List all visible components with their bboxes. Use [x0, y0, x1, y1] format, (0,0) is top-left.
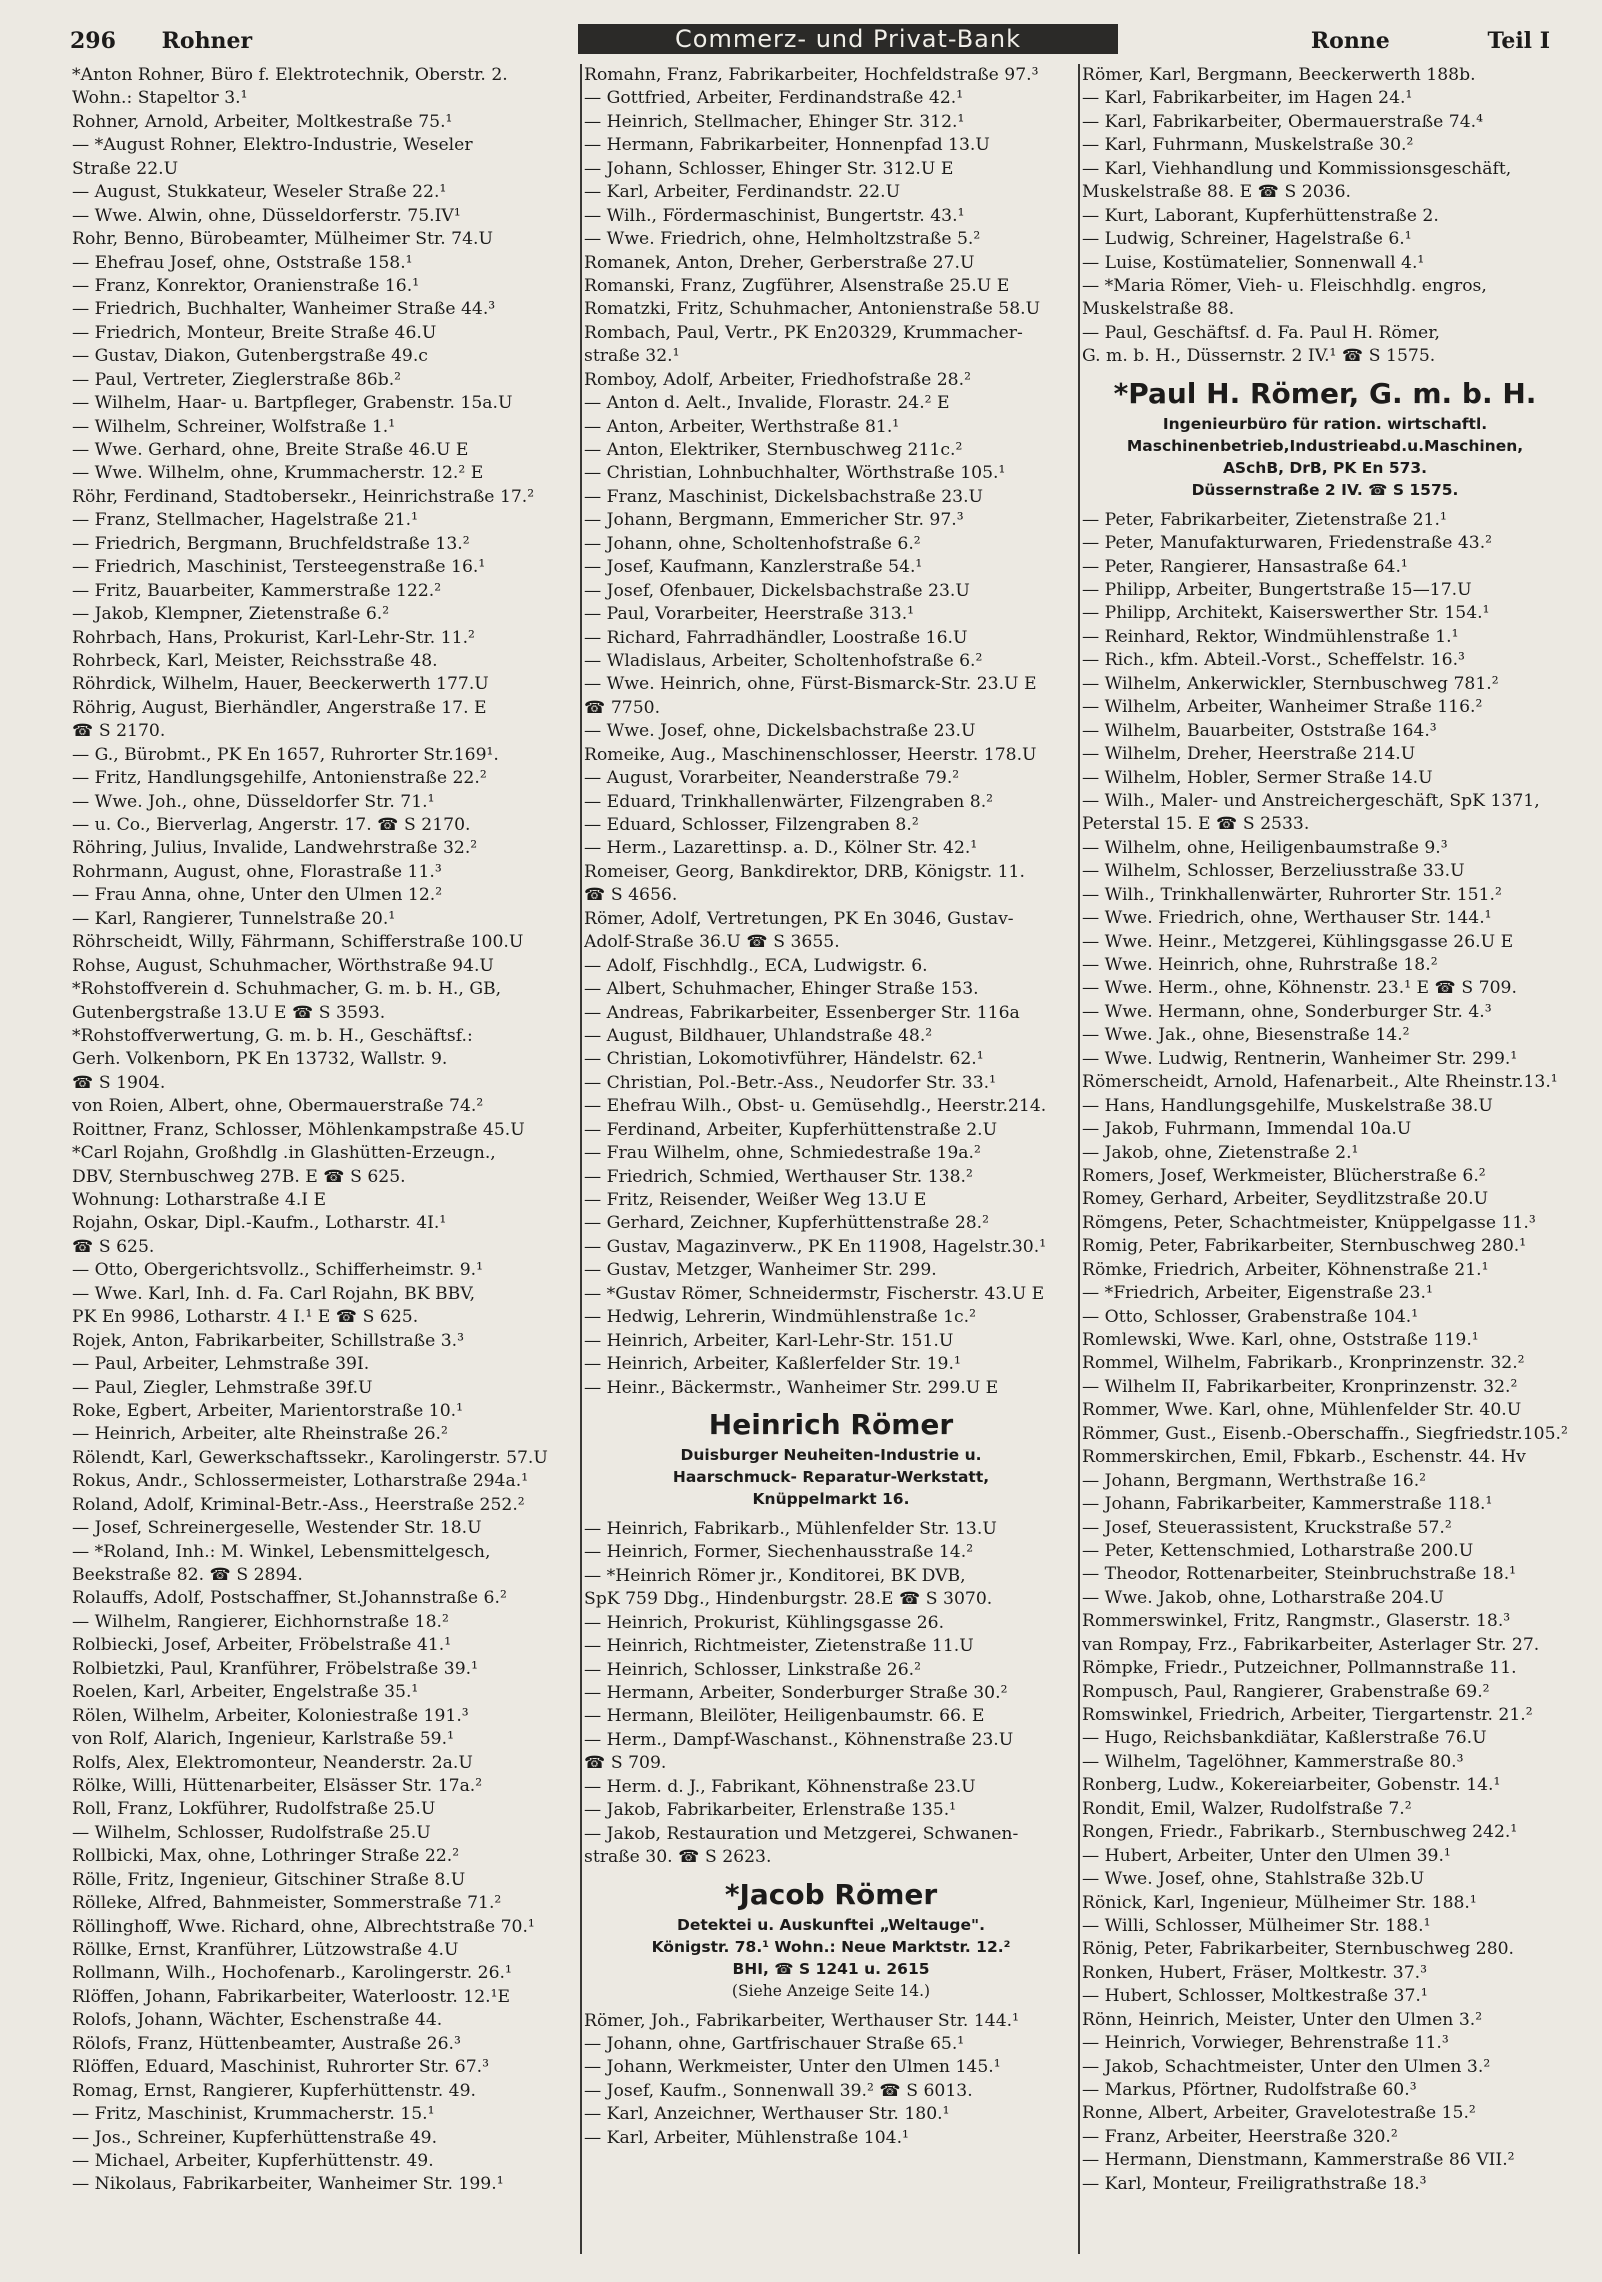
directory-entry: — Anton d. Aelt., Invalide, Florastr. 24.² E [584, 393, 950, 414]
ad-line: Düssernstraße 2 IV. ☎ S 1575. [1191, 480, 1459, 499]
directory-entry: — Wwe. Heinrich, ohne, Ruhrstraße 18.² [1082, 955, 1438, 975]
column-divider [580, 64, 582, 2254]
directory-entry: PK En 9986, Lotharstr. 4 I.¹ E ☎ S 625. [72, 1307, 419, 1328]
directory-entry: — Peter, Rangierer, Hansastraße 64.¹ [1082, 556, 1408, 577]
directory-entry: — Peter, Fabrikarbeiter, Zietenstraße 21.¹ [1082, 509, 1447, 530]
directory-entry: — Karl, Arbeiter, Mühlenstraße 104.¹ [584, 2127, 909, 2148]
directory-entry: — Wilhelm, Ankerwickler, Sternbuschweg 781.² [1082, 673, 1499, 694]
directory-entry: — Christian, Lokomotivführer, Händelstr. 62.¹ [584, 1049, 984, 1070]
directory-entry: Rohner, Arnold, Arbeiter, Moltkestraße 75.¹ [72, 111, 453, 132]
header-left [70, 28, 252, 54]
directory-entry: — Wwe. Gerhard, ohne, Breite Straße 46.U E [72, 440, 469, 460]
directory-entry: Rönick, Karl, Ingenieur, Mülheimer Str. 188.¹ [1082, 1892, 1477, 1913]
directory-entry: — Johann, Schlosser, Ehinger Str. 312.U E [584, 158, 954, 179]
directory-entry: — Paul, Ziegler, Lehmstraße 39f.U [72, 1377, 373, 1398]
directory-entry: *Carl Rojahn, Großhdlg .in Glashütten-Erzeugn., [72, 1143, 496, 1164]
directory-entry: — Otto, Schlosser, Grabenstraße 104.¹ [1082, 1306, 1419, 1327]
ad-line: Königstr. 78.¹ Wohn.: Neue Marktstr. 12.² [651, 1937, 1011, 1956]
directory-entry: — Peter, Kettenschmied, Lotharstraße 200.U [1082, 1540, 1474, 1561]
directory-entry: Rojek, Anton, Fabrikarbeiter, Schillstraße 3.³ [72, 1330, 465, 1351]
directory-entry: — Heinrich, Arbeiter, alte Rheinstraße 26.² [72, 1424, 448, 1445]
directory-entry: — Wwe. Herm., ohne, Köhnenstr. 23.¹ E ☎ S 709. [1082, 978, 1517, 999]
directory-entry: — Anton, Elektriker, Sternbuschweg 211c.² [584, 440, 963, 460]
directory-entry: Rönn, Heinrich, Meister, Unter den Ulmen 3.² [1082, 2009, 1483, 2030]
bank-banner: Commerz- und Privat-Bank [578, 24, 1118, 54]
directory-entry: — Wwe. Jakob, ohne, Lotharstraße 204.U [1082, 1587, 1444, 1608]
directory-entry: — Wilhelm, Schlosser, Rudolfstraße 25.U [72, 1822, 431, 1843]
directory-entry: — Frau Wilhelm, ohne, Schmiedestraße 19a.² [584, 1143, 981, 1164]
directory-entry: — Peter, Manufakturwaren, Friedenstraße 43.² [1082, 533, 1493, 554]
directory-entry: Rohrmann, August, ohne, Florastraße 11.³ [72, 861, 442, 882]
directory-entry: — *Roland, Inh.: M. Winkel, Lebensmittelgesch, [72, 1541, 491, 1562]
directory-entry: Romboy, Adolf, Arbeiter, Friedhofstraße 28.² [584, 369, 971, 390]
directory-entry: ☎ S 709. [584, 1753, 667, 1774]
directory-entry: — Johann, Werkmeister, Unter den Ulmen 145.¹ [584, 2057, 1001, 2078]
directory-entry: — Frau Anna, ohne, Unter den Ulmen 12.² [72, 885, 443, 906]
directory-entry: — Jos., Schreiner, Kupferhüttenstraße 49. [72, 2127, 438, 2148]
directory-entry: — Heinrich, Arbeiter, Karl-Lehr-Str. 151.U [584, 1330, 954, 1351]
directory-entry: — Johann, Bergmann, Werthstraße 16.² [1082, 1470, 1427, 1491]
directory-entry: — Wwe. Heinrich, ohne, Fürst-Bismarck-Str. 23.U E [584, 674, 1037, 695]
directory-entry: — Wilhelm, Dreher, Heerstraße 214.U [1082, 744, 1416, 765]
directory-entry: von Roien, Albert, ohne, Obermauerstraße 74.² [72, 1096, 484, 1117]
directory-entry: — Andreas, Fabrikarbeiter, Essenberger Str. 116a [584, 1002, 1020, 1023]
directory-entry: — Heinrich, Richtmeister, Zietenstraße 11.U [584, 1636, 974, 1657]
directory-entry: — August, Stukkateur, Weseler Straße 22.¹ [72, 182, 447, 203]
directory-entry: — Ludwig, Schreiner, Hagelstraße 6.¹ [1082, 229, 1412, 250]
directory-entry: — Reinhard, Rektor, Windmühlenstraße 1.¹ [1082, 626, 1459, 647]
directory-entry: Wohnung: Lotharstraße 4.I E [72, 1190, 327, 1210]
directory-entry: — Wilhelm, Tagelöhner, Kammerstraße 80.³ [1082, 1751, 1464, 1772]
directory-entry: ☎ S 4656. [584, 885, 678, 906]
ad-line: Knüppelmarkt 16. [752, 1489, 910, 1508]
directory-entry: — Kurt, Laborant, Kupferhüttenstraße 2. [1082, 205, 1439, 226]
header-part: Teil I [1487, 28, 1550, 54]
column-3 [1082, 64, 1568, 2244]
directory-entry: — Heinr., Bäckermstr., Wanheimer Str. 299.U E [584, 1377, 999, 1398]
directory-entry: Peterstal 15. E ☎ S 2533. [1082, 814, 1310, 835]
ad-jacob-roemer [584, 1870, 1078, 2010]
directory-entry: Ronken, Hubert, Fräser, Moltkestr. 37.³ [1082, 1962, 1427, 1983]
directory-entry: Rolbietzki, Paul, Kranführer, Fröbelstraße 39.¹ [72, 1658, 478, 1679]
directory-entry: *Anton Rohner, Büro f. Elektrotechnik, Oberstr. 2. [72, 65, 508, 85]
directory-entry: — Fritz, Reisender, Weißer Weg 13.U E [584, 1190, 927, 1210]
directory-entry: — Wilhelm, ohne, Heiligenbaumstraße 9.³ [1082, 837, 1448, 858]
directory-entry: — Hugo, Reichsbankdiätar, Kaßlerstraße 76.U [1082, 1728, 1487, 1749]
directory-entry: Römgens, Peter, Schachtmeister, Knüppelgasse 11.³ [1082, 1212, 1536, 1233]
directory-entry: Romeiser, Georg, Bankdirektor, DRB, Königstr. 11. [584, 861, 1025, 882]
column-divider [1078, 64, 1080, 2254]
directory-entry: Rölleke, Alfred, Bahnmeister, Sommerstraße 71.² [72, 1893, 502, 1914]
directory-entry: Romag, Ernst, Rangierer, Kupferhüttenstr. 49. [72, 2080, 477, 2101]
directory-entry: Römmer, Gust., Eisenb.-Oberschaffn., Siegfriedstr.105.² [1082, 1423, 1568, 1444]
directory-entry: von Rolf, Alarich, Ingenieur, Karlstraße 59.¹ [72, 1729, 454, 1750]
directory-entry: Röllinghoff, Wwe. Richard, ohne, Albrechtstraße 70.¹ [72, 1916, 535, 1937]
directory-entry: Rölendt, Karl, Gewerkschaftssekr., Karolingerstr. 57.U [72, 1447, 548, 1468]
directory-entry: — Franz, Konrektor, Oranienstraße 16.¹ [72, 275, 420, 296]
directory-entry: Röhrig, August, Bierhändler, Angerstraße 17. E [72, 697, 487, 718]
ad-title: *Paul H. Römer, G. m. b. H. [1113, 376, 1537, 410]
directory-entry: — Josef, Kaufmann, Kanzlerstraße 54.¹ [584, 557, 923, 578]
directory-entry: Rölofs, Franz, Hüttenbeamter, Austraße 26.³ [72, 2033, 461, 2054]
directory-entry: — Friedrich, Monteur, Breite Straße 46.U [72, 322, 437, 343]
directory-entry: — Johann, ohne, Gartfrischauer Straße 65.¹ [584, 2033, 965, 2054]
directory-entry: — Karl, Fuhrmann, Muskelstraße 30.² [1082, 135, 1414, 156]
directory-entry: — Jakob, Restauration und Metzgerei, Schwanen- [584, 1823, 1019, 1844]
directory-entry: — Karl, Fabrikarbeiter, im Hagen 24.¹ [1082, 88, 1413, 109]
directory-entry: — Hermann, Arbeiter, Sonderburger Straße 30.² [584, 1683, 1008, 1703]
directory-entry: Rölen, Wilhelm, Arbeiter, Koloniestraße 191.³ [72, 1705, 469, 1726]
header-right-word: Ronne [1310, 28, 1390, 54]
directory-entry: Röllke, Ernst, Kranführer, Lützowstraße 4.U [72, 1940, 459, 1960]
ad-title: Heinrich Römer [708, 1407, 954, 1441]
ad-line: (Siehe Anzeige Seite 14.) [731, 1981, 931, 2000]
directory-entry: — Ferdinand, Arbeiter, Kupferhüttenstraße 2.U [584, 1119, 998, 1140]
directory-entry: Roll, Franz, Lokführer, Rudolfstraße 25.U [72, 1799, 436, 1820]
directory-entry: Rlöffen, Johann, Fabrikarbeiter, Waterloostr. 12.¹E [72, 1986, 511, 2007]
directory-entry: — Hermann, Fabrikarbeiter, Honnenpfad 13.U [584, 135, 990, 156]
directory-entry: Römer, Adolf, Vertretungen, PK En 3046, Gustav- [584, 908, 1014, 929]
directory-entry: — Karl, Fabrikarbeiter, Obermauerstraße 74.⁴ [1082, 111, 1483, 132]
directory-entry: — Wilhelm, Bauarbeiter, Oststraße 164.³ [1082, 720, 1437, 741]
directory-entry: ☎ 7750. [584, 697, 661, 718]
directory-entry: — Wwe. Joh., ohne, Düsseldorfer Str. 71.¹ [72, 791, 435, 812]
directory-entry: — Wwe. Friedrich, ohne, Helmholtzstraße 5.² [584, 229, 981, 250]
directory-entry: — Paul, Arbeiter, Lehmstraße 39I. [72, 1354, 370, 1375]
directory-entry: Romeike, Aug., Maschinenschlosser, Heerstr. 178.U [584, 744, 1037, 765]
directory-entry: — Jakob, Klempner, Zietenstraße 6.² [72, 604, 390, 625]
directory-entry: — Heinrich, Stellmacher, Ehinger Str. 312.¹ [584, 111, 965, 132]
directory-entry: Röhrdick, Wilhelm, Hauer, Beeckerwerth 177.U [72, 674, 489, 695]
directory-entry: — Heinrich, Fabrikarb., Mühlenfelder Str. 13.U [584, 1518, 997, 1539]
directory-entry: G. m. b. H., Düssernstr. 2 IV.¹ ☎ S 1575. [1082, 346, 1436, 367]
directory-entry: — Willi, Schlosser, Mülheimer Str. 188.¹ [1082, 1915, 1431, 1936]
directory-entry: — Anton, Arbeiter, Werthstraße 81.¹ [584, 416, 900, 437]
header-right [1311, 28, 1550, 54]
ad-heinrich-roemer [584, 1400, 1078, 1518]
directory-entry: — Wwe. Josef, ohne, Dickelsbachstraße 23.U [584, 721, 976, 742]
directory-entry: — Friedrich, Bergmann, Bruchfeldstraße 13.² [72, 533, 470, 554]
ad-line: ASchB, DrB, PK En 573. [1222, 458, 1428, 477]
directory-entry: — Karl, Monteur, Freiligrathstraße 18.³ [1082, 2173, 1427, 2194]
directory-entry: — Jakob, Fabrikarbeiter, Erlenstraße 135.¹ [584, 1800, 957, 1821]
directory-entry: — Otto, Obergerichtsvollz., Schifferheimstr. 9.¹ [72, 1260, 483, 1281]
directory-entry: — Theodor, Rottenarbeiter, Steinbruchstraße 18.¹ [1082, 1564, 1517, 1585]
directory-entry: Rompusch, Paul, Rangierer, Grabenstraße 69.² [1082, 1681, 1490, 1702]
directory-entry: Romatzki, Fritz, Schuhmacher, Antonienstraße 58.U [584, 299, 1041, 320]
directory-entry: — Herm. d. J., Fabrikant, Köhnenstraße 23.U [584, 1776, 976, 1797]
directory-entry: — Wilhelm, Rangierer, Eichhornstraße 18.² [72, 1611, 449, 1632]
ad-line: Haarschmuck- Reparatur-Werkstatt, [672, 1467, 990, 1486]
directory-entry: — *Gustav Römer, Schneidermstr, Fischerstr. 43.U E [584, 1283, 1045, 1304]
ad-line: Maschinenbetrieb,Industrieabd.u.Maschinen, [1126, 436, 1524, 455]
directory-entry: Romlewski, Wwe. Karl, ohne, Oststraße 119.¹ [1082, 1330, 1479, 1350]
directory-entry: — u. Co., Bierverlag, Angerstr. 17. ☎ S 2170. [72, 815, 471, 835]
directory-entry: — Heinrich, Arbeiter, Kaßlerfelder Str. 19.¹ [584, 1354, 961, 1375]
directory-entry: — Wilhelm, Schreiner, Wolfstraße 1.¹ [72, 416, 396, 437]
directory-entry: *Rohstoffverwertung, G. m. b. H., Geschäftsf.: [72, 1025, 473, 1046]
directory-entry: — Franz, Stellmacher, Hagelstraße 21.¹ [72, 510, 419, 531]
directory-entry: — Jakob, ohne, Zietenstraße 2.¹ [1082, 1142, 1359, 1163]
directory-entry: — Karl, Arbeiter, Ferdinandstr. 22.U [584, 182, 901, 203]
directory-entry: — Wwe. Friedrich, ohne, Werthauser Str. 144.¹ [1082, 908, 1492, 929]
directory-entry: — Eduard, Schlosser, Filzengraben 8.² [584, 815, 919, 835]
directory-entry: Romanek, Anton, Dreher, Gerberstraße 27.U [584, 252, 975, 273]
directory-entry: — Wwe. Jak., ohne, Biesenstraße 14.² [1082, 1025, 1410, 1046]
directory-entry: ☎ S 1904. [72, 1072, 166, 1093]
directory-entry: — *Friedrich, Arbeiter, Eigenstraße 23.¹ [1082, 1283, 1433, 1304]
directory-entry: Roland, Adolf, Kriminal-Betr.-Ass., Heerstraße 252.² [72, 1494, 525, 1515]
directory-entry: Romahn, Franz, Fabrikarbeiter, Hochfeldstraße 97.³ [584, 65, 1039, 85]
directory-entry: Gutenbergstraße 13.U E ☎ S 3593. [72, 1002, 386, 1023]
directory-entry: Romey, Gerhard, Arbeiter, Seydlitzstraße 20.U [1082, 1189, 1489, 1210]
directory-entry: — Gottfried, Arbeiter, Ferdinandstraße 42.¹ [584, 88, 964, 109]
directory-entry: — Wwe. Karl, Inh. d. Fa. Carl Rojahn, BK BBV, [72, 1283, 476, 1304]
directory-entry: — Karl, Viehhandlung und Kommissionsgeschäft, [1082, 158, 1512, 179]
page-number: 296 [70, 28, 116, 54]
directory-entry: Rohrbach, Hans, Prokurist, Karl-Lehr-Str. 11.² [72, 627, 475, 648]
directory-entry: straße 32.¹ [584, 346, 680, 367]
directory-entry: — Christian, Pol.-Betr.-Ass., Neudorfer Str. 33.¹ [584, 1072, 997, 1093]
directory-entry: — Gustav, Diakon, Gutenbergstraße 49.c [72, 346, 428, 367]
directory-entry: Muskelstraße 88. E ☎ S 2036. [1082, 182, 1351, 203]
directory-entry: — Hermann, Bleilöter, Heiligenbaumstr. 66. E [584, 1706, 985, 1727]
directory-entry: — Wwe. Alwin, ohne, Düsseldorferstr. 75.IV¹ [72, 205, 461, 226]
directory-entry: — Hubert, Schlosser, Moltkestraße 37.¹ [1082, 1986, 1428, 2007]
directory-entry: Römpke, Friedr., Putzeichner, Pollmannstraße 11. [1082, 1658, 1517, 1679]
directory-entry: Rölke, Willi, Hüttenarbeiter, Elsässer Str. 17a.² [72, 1775, 483, 1796]
ad-paul-roemer [1082, 369, 1568, 509]
directory-entry: — Fritz, Maschinist, Krummacherstr. 15.¹ [72, 2104, 435, 2125]
directory-entry: Rombach, Paul, Vertr., PK En20329, Krummacher- [584, 322, 1023, 343]
directory-entry: — Paul, Vorarbeiter, Heerstraße 313.¹ [584, 604, 915, 625]
directory-entry: Rommerswinkel, Fritz, Rangmstr., Glaserstr. 18.³ [1082, 1611, 1511, 1632]
directory-entry: — Karl, Anzeichner, Werthauser Str. 180.¹ [584, 2104, 950, 2125]
header-left-word: Rohner [161, 28, 253, 54]
directory-entry: Wohn.: Stapeltor 3.¹ [72, 88, 248, 109]
directory-entry: — Friedrich, Buchhalter, Wanheimer Straße 44.³ [72, 299, 496, 320]
directory-entry: — Johann, Bergmann, Emmericher Str. 97.³ [584, 510, 964, 531]
ad-line: BHI, ☎ S 1241 u. 2615 [732, 1959, 930, 1978]
ad-line: Detektei u. Auskunftei „Weltauge". [677, 1915, 985, 1934]
directory-entry: Romers, Josef, Werkmeister, Blücherstraße 6.² [1082, 1165, 1486, 1186]
directory-entry: Romswinkel, Friedrich, Arbeiter, Tiergartenstr. 21.² [1082, 1705, 1533, 1725]
directory-entry: — Gerhard, Zeichner, Kupferhüttenstraße 28.² [584, 1213, 990, 1234]
ad-line: Ingenieurbüro für ration. wirtschaftl. [1162, 414, 1488, 433]
directory-entry: — Wwe. Wilhelm, ohne, Krummacherstr. 12.² E [72, 463, 484, 484]
directory-entry: Römerscheidt, Arnold, Hafenarbeit., Alte Rheinstr.13.¹ [1082, 1072, 1558, 1093]
directory-entry: Muskelstraße 88. [1082, 299, 1235, 320]
directory-entry: Romanski, Franz, Zugführer, Alsenstraße 25.U E [584, 275, 1010, 296]
directory-entry: Beekstraße 82. ☎ S 2894. [72, 1565, 303, 1585]
directory-entry: — Hermann, Dienstmann, Kammerstraße 86 VII.² [1082, 2150, 1515, 2171]
directory-entry: Römer, Joh., Fabrikarbeiter, Werthauser Str. 144.¹ [584, 2010, 1020, 2031]
directory-entry: ☎ S 625. [72, 1236, 155, 1257]
directory-entry: Adolf-Straße 36.U ☎ S 3655. [584, 932, 840, 953]
directory-entry: — Wilh., Trinkhallenwärter, Ruhrorter Str. 151.² [1082, 884, 1502, 905]
directory-entry: — August, Bildhauer, Uhlandstraße 48.² [584, 1025, 933, 1046]
directory-entry: Rongen, Friedr., Fabrikarb., Sternbuschweg 242.¹ [1082, 1822, 1518, 1843]
directory-entry: — Gustav, Magazinverw., PK En 11908, Hagelstr.30.¹ [584, 1236, 1047, 1257]
directory-entry: — Michael, Arbeiter, Kupferhüttenstr. 49. [72, 2150, 434, 2171]
directory-entry: Rönig, Peter, Fabrikarbeiter, Sternbuschweg 280. [1082, 1939, 1515, 1960]
directory-entry: — August, Vorarbeiter, Neanderstraße 79.² [584, 768, 960, 789]
directory-entry: — Herm., Lazarettinsp. a. D., Kölner Str. 42.¹ [584, 838, 978, 859]
directory-entry: — Fritz, Handlungsgehilfe, Antonienstraße 22.² [72, 768, 487, 789]
directory-entry: Römer, Karl, Bergmann, Beeckerwerth 188b. [1082, 65, 1476, 85]
directory-entry: — Wilhelm, Arbeiter, Wanheimer Straße 116.² [1082, 697, 1483, 718]
directory-entry: — Richard, Fahrradhändler, Loostraße 16.U [584, 627, 968, 648]
directory-entry: — Fritz, Bauarbeiter, Kammerstraße 122.² [72, 580, 442, 601]
directory-entry: Rokus, Andr., Schlossermeister, Lotharstraße 294a.¹ [72, 1471, 529, 1492]
directory-entry: — Luise, Kostümatelier, Sonnenwall 4.¹ [1082, 252, 1425, 273]
directory-entry: — Ehefrau Wilh., Obst- u. Gemüsehdlg., Heerstr.214. [584, 1096, 1047, 1117]
directory-entry: van Rompay, Frz., Fabrikarbeiter, Asterlager Str. 27. [1082, 1634, 1540, 1655]
directory-entry: — *Heinrich Römer jr., Konditorei, BK DVB, [584, 1565, 966, 1586]
directory-entry: — Philipp, Arbeiter, Bungertstraße 15—17.U [1082, 580, 1472, 600]
directory-entry: Rohr, Benno, Bürobeamter, Mülheimer Str. 74.U [72, 229, 493, 250]
directory-entry: Roelen, Karl, Arbeiter, Engelstraße 35.¹ [72, 1682, 419, 1703]
directory-entry: — Rich., kfm. Abteil.-Vorst., Scheffelstr. 16.³ [1082, 650, 1465, 671]
directory-entry: Rommer, Wwe. Karl, ohne, Mühlenfelder Str. 40.U [1082, 1400, 1522, 1421]
directory-entry: Straße 22.U [72, 158, 179, 179]
directory-entry: Röhr, Ferdinand, Stadtobersekr., Heinrichstraße 17.² [72, 486, 535, 507]
directory-entry: Rohse, August, Schuhmacher, Wörthstraße 94.U [72, 955, 494, 976]
directory-entry: — Heinrich, Former, Siechenhausstraße 14.² [584, 1542, 974, 1563]
directory-entry: — Josef, Steuerassistent, Kruckstraße 57.² [1082, 1517, 1452, 1538]
ad-line: Duisburger Neuheiten-Industrie u. [680, 1445, 982, 1464]
directory-entry: — Heinrich, Schlosser, Linkstraße 26.² [584, 1659, 922, 1680]
directory-entry: — Jakob, Schachtmeister, Unter den Ulmen 3.² [1082, 2056, 1491, 2077]
directory-entry: Roke, Egbert, Arbeiter, Marientorstraße 10.¹ [72, 1400, 464, 1421]
directory-entry: Rohrbeck, Karl, Meister, Reichsstraße 48. [72, 650, 438, 671]
directory-entry: Gerh. Volkenborn, PK En 13732, Wallstr. 9. [72, 1049, 448, 1070]
directory-entry: — Jakob, Fuhrmann, Immendal 10a.U [1082, 1119, 1412, 1140]
directory-entry: — Paul, Geschäftsf. d. Fa. Paul H. Römer, [1082, 322, 1441, 343]
directory-entry: Romig, Peter, Fabrikarbeiter, Sternbuschweg 280.¹ [1082, 1236, 1527, 1257]
directory-entry: — Nikolaus, Fabrikarbeiter, Wanheimer Str. 199.¹ [72, 2174, 504, 2195]
directory-entry: Rommerskirchen, Emil, Fbkarb., Eschenstr. 44. Hv [1082, 1447, 1526, 1468]
directory-entry: — Franz, Maschinist, Dickelsbachstraße 23.U [584, 486, 984, 507]
directory-entry: — Paul, Vertreter, Zieglerstraße 86b.² [72, 369, 402, 390]
directory-entry: — Wilhelm II, Fabrikarbeiter, Kronprinzenstr. 32.² [1082, 1376, 1518, 1397]
directory-entry: — Wilh., Fördermaschinist, Bungertstr. 43.¹ [584, 205, 965, 226]
directory-entry: Rollbicki, Max, ohne, Lothringer Straße 22.² [72, 1846, 460, 1867]
directory-entry: — Hans, Handlungsgehilfe, Muskelstraße 38.U [1082, 1095, 1493, 1116]
directory-entry: — Wilhelm, Schlosser, Berzeliusstraße 33.U [1082, 861, 1465, 882]
directory-entry: DBV, Sternbuschweg 27B. E ☎ S 625. [72, 1166, 406, 1187]
directory-entry: — Heinrich, Vorwieger, Behrenstraße 11.³ [1082, 2033, 1449, 2054]
directory-entry: Rlöffen, Eduard, Maschinist, Ruhrorter Str. 67.³ [72, 2057, 490, 2078]
directory-entry: — G., Bürobmt., PK En 1657, Ruhrorter Str.169¹. [72, 744, 499, 765]
directory-entry: — Johann, ohne, Scholtenhofstraße 6.² [584, 533, 921, 554]
directory-entry: Rondit, Emil, Walzer, Rudolfstraße 7.² [1082, 1798, 1412, 1819]
directory-entry: Rölle, Fritz, Ingenieur, Gitschiner Straße 8.U [72, 1869, 466, 1890]
directory-entry: — Wilhelm, Haar- u. Bartpfleger, Grabenstr. 15a.U [72, 393, 513, 414]
directory-entry: — Franz, Arbeiter, Heerstraße 320.² [1082, 2126, 1398, 2147]
directory-entry: — Wwe. Ludwig, Rentnerin, Wanheimer Str. 299.¹ [1082, 1048, 1518, 1069]
directory-entry: — Johann, Fabrikarbeiter, Kammerstraße 118.¹ [1082, 1494, 1493, 1515]
directory-entry: — Albert, Schuhmacher, Ehinger Straße 153. [584, 979, 979, 1000]
directory-entry: — Gustav, Metzger, Wanheimer Str. 299. [584, 1260, 937, 1281]
directory-entry: Römke, Friedrich, Arbeiter, Köhnenstraße 21.¹ [1082, 1259, 1489, 1280]
directory-entry: — Hedwig, Lehrerin, Windmühlenstraße 1c.² [584, 1307, 977, 1328]
directory-entry: SpK 759 Dbg., Hindenburgstr. 28.E ☎ S 3070. [584, 1589, 993, 1610]
directory-entry: Rolfs, Alex, Elektromonteur, Neanderstr. 2a.U [72, 1752, 473, 1773]
directory-entry: Röhrscheidt, Willy, Fährmann, Schifferstraße 100.U [72, 932, 524, 953]
directory-entry: — Josef, Ofenbauer, Dickelsbachstraße 23.U [584, 580, 970, 601]
directory-entry: — Wilhelm, Hobler, Sermer Straße 14.U [1082, 767, 1433, 788]
column-2 [584, 64, 1078, 2244]
directory-entry: — Wwe. Josef, ohne, Stahlstraße 32b.U [1082, 1869, 1425, 1890]
directory-entry: Rollmann, Wilh., Hochofenarb., Karolingerstr. 26.¹ [72, 1963, 512, 1984]
directory-entry: Rolauffs, Adolf, Postschaffner, St.Johannstraße 6.² [72, 1588, 507, 1609]
directory-entry: — Wladislaus, Arbeiter, Scholtenhofstraße 6.² [584, 650, 983, 671]
directory-entry: — *Maria Römer, Vieh- u. Fleischhdlg. engros, [1082, 275, 1487, 296]
directory-entry: Roittner, Franz, Schlosser, Möhlenkampstraße 45.U [72, 1119, 525, 1140]
directory-entry: — Hubert, Arbeiter, Unter den Ulmen 39.¹ [1082, 1845, 1451, 1866]
page-header [70, 22, 1550, 66]
directory-entry: — Friedrich, Schmied, Werthauser Str. 138.² [584, 1166, 973, 1187]
directory-entry: — Josef, Kaufm., Sonnenwall 39.² ☎ S 6013. [584, 2080, 973, 2101]
ad-title: *Jacob Römer [724, 1877, 938, 1911]
directory-entry: Ronne, Albert, Arbeiter, Gravelotestraße 15.² [1082, 2103, 1476, 2124]
directory-entry: Rolofs, Johann, Wächter, Eschenstraße 44. [72, 2010, 443, 2031]
directory-entry: Rommel, Wilhelm, Fabrikarb., Kronprinzenstr. 32.² [1082, 1353, 1525, 1374]
directory-entry: — Heinrich, Prokurist, Kühlingsgasse 26. [584, 1612, 945, 1633]
directory-entry: — Christian, Lohnbuchhalter, Wörthstraße 105.¹ [584, 463, 1006, 484]
directory-entry: — Wwe. Hermann, ohne, Sonderburger Str. 4.³ [1082, 1001, 1492, 1022]
directory-entry: *Rohstoffverein d. Schuhmacher, G. m. b. H., GB, [72, 979, 502, 1000]
directory-entry: ☎ S 2170. [72, 721, 166, 742]
directory-entry: straße 30. ☎ S 2623. [584, 1847, 772, 1868]
directory-entry: — Ehefrau Josef, ohne, Oststraße 158.¹ [72, 252, 413, 273]
directory-entry: — Karl, Rangierer, Tunnelstraße 20.¹ [72, 908, 396, 929]
directory-entry: — Wwe. Heinr., Metzgerei, Kühlingsgasse 26.U E [1082, 931, 1514, 952]
directory-entry: Ronberg, Ludw., Kokereiarbeiter, Gobenstr. 14.¹ [1082, 1775, 1501, 1796]
directory-entry: — Eduard, Trinkhallenwärter, Filzengraben 8.² [584, 791, 994, 812]
directory-entry: — Josef, Schreinergeselle, Westender Str. 18.U [72, 1518, 482, 1539]
directory-entry: Röhring, Julius, Invalide, Landwehrstraße 32.² [72, 838, 478, 859]
directory-entry: — Friedrich, Maschinist, Tersteegenstraße 16.¹ [72, 557, 486, 578]
directory-entry: — Adolf, Fischhdlg., ECA, Ludwigstr. 6. [584, 955, 928, 976]
directory-entry: — Markus, Pförtner, Rudolfstraße 60.³ [1082, 2080, 1417, 2100]
directory-entry: — Wilh., Maler- und Anstreichergeschäft, SpK 1371, [1082, 790, 1540, 811]
column-1 [72, 64, 580, 2244]
directory-entry: — *August Rohner, Elektro-Industrie, Weseler [72, 135, 473, 156]
directory-entry: Rojahn, Oskar, Dipl.-Kaufm., Lotharstr. 4I.¹ [72, 1213, 447, 1234]
directory-entry: Rolbiecki, Josef, Arbeiter, Fröbelstraße 41.¹ [72, 1635, 452, 1656]
directory-entry: — Herm., Dampf-Waschanst., Köhnenstraße 23.U [584, 1729, 1014, 1750]
directory-entry: — Philipp, Architekt, Kaiserswerther Str. 154.¹ [1082, 603, 1490, 624]
